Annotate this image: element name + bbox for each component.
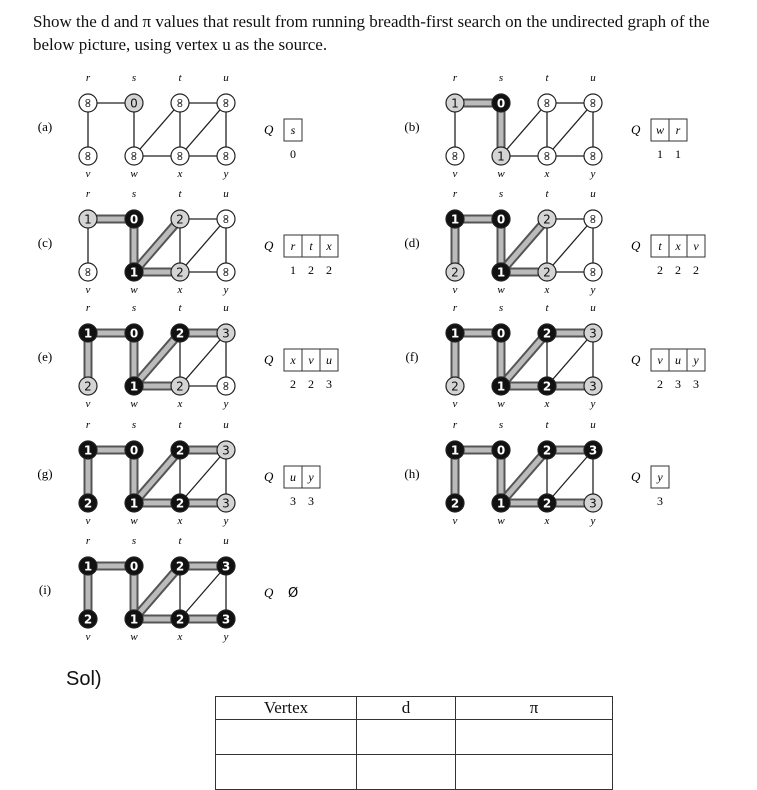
vertex-name: y xyxy=(223,168,229,180)
queue-vertex: x xyxy=(326,239,332,253)
vertex-name: s xyxy=(131,72,137,84)
vertex-value: ∞ xyxy=(539,150,554,162)
vertex-value: 1 xyxy=(496,265,506,280)
tree-edge-inner xyxy=(501,333,547,386)
vertex-name: u xyxy=(590,302,596,314)
graph-edge xyxy=(180,103,226,156)
vertex-name: t xyxy=(178,302,182,314)
vertex-value: 0 xyxy=(130,96,138,111)
vertex-value: 1 xyxy=(496,379,506,394)
queue-label: Q xyxy=(264,585,274,600)
graph-edge xyxy=(134,103,180,156)
vertex-value: ∞ xyxy=(218,380,233,392)
vertex-value: 2 xyxy=(84,379,92,394)
vertex-value: 1 xyxy=(451,96,459,111)
vertex-name: r xyxy=(452,419,458,431)
vertex-name: w xyxy=(497,168,505,180)
table-row xyxy=(216,755,613,790)
vertex-name: s xyxy=(131,419,137,431)
queue-vertex: u xyxy=(326,353,332,367)
vertex-value: 0 xyxy=(129,559,139,574)
vertex-value: ∞ xyxy=(218,213,233,225)
vertex-name: s xyxy=(498,188,504,200)
queue-label: Q xyxy=(631,238,641,253)
tree-edge-inner xyxy=(134,566,180,619)
queue-distance: 2 xyxy=(308,377,314,391)
vertex-name: x xyxy=(177,631,183,643)
table-cell[interactable] xyxy=(357,720,456,755)
vertex-name: y xyxy=(590,398,596,410)
table-cell[interactable] xyxy=(456,720,613,755)
vertex-name: r xyxy=(452,72,458,84)
vertex-value: 1 xyxy=(450,212,460,227)
vertex-value: 2 xyxy=(176,212,184,227)
vertex-name: s xyxy=(131,302,137,314)
panel-label: (e) xyxy=(37,349,53,364)
queue-label: Q xyxy=(264,469,274,484)
queue-vertex: v xyxy=(308,353,314,367)
vertex-value: 3 xyxy=(221,559,231,574)
vertex-name: u xyxy=(223,535,229,547)
queue-vertex: v xyxy=(693,239,699,253)
vertex-value: ∞ xyxy=(126,150,141,162)
vertex-value: 0 xyxy=(496,96,506,111)
vertex-name: w xyxy=(130,168,138,180)
vertex-name: t xyxy=(178,72,182,84)
table-cell[interactable] xyxy=(216,755,357,790)
queue-distance: 2 xyxy=(657,263,663,277)
vertex-value: 3 xyxy=(589,379,597,394)
queue-distance: 3 xyxy=(308,494,314,508)
panel-label: (f) xyxy=(405,349,419,364)
queue-distance: 3 xyxy=(693,377,699,391)
queue-vertex: y xyxy=(693,353,699,367)
queue-vertex: t xyxy=(658,239,662,253)
vertex-name: s xyxy=(498,72,504,84)
queue-vertex: v xyxy=(657,353,663,367)
queue-vertex: x xyxy=(675,239,681,253)
vertex-value: ∞ xyxy=(80,266,95,278)
graph-edge xyxy=(180,219,226,272)
answer-table-header xyxy=(216,697,613,720)
queue-distance: 3 xyxy=(675,377,681,391)
vertex-value: 0 xyxy=(129,212,139,227)
vertex-name: v xyxy=(85,515,91,527)
solution-label: Sol) xyxy=(66,668,102,690)
vertex-value: 2 xyxy=(542,379,552,394)
queue-distance: 3 xyxy=(326,377,332,391)
vertex-value: 1 xyxy=(497,149,505,164)
vertex-name: x xyxy=(177,515,183,527)
vertex-value: 3 xyxy=(222,326,230,341)
panel-label: (a) xyxy=(37,119,53,134)
vertex-name: v xyxy=(452,398,458,410)
bfs-panel xyxy=(38,72,302,180)
vertex-name: r xyxy=(85,72,91,84)
queue-distance: 1 xyxy=(657,147,663,161)
vertex-value: 2 xyxy=(176,379,184,394)
vertex-name: t xyxy=(545,302,549,314)
bfs-panel xyxy=(404,188,705,296)
vertex-name: s xyxy=(498,302,504,314)
graph-edge xyxy=(501,103,547,156)
vertex-name: y xyxy=(223,515,229,527)
vertex-name: x xyxy=(177,398,183,410)
vertex-name: u xyxy=(590,188,596,200)
vertex-value: ∞ xyxy=(218,266,233,278)
vertex-value: 2 xyxy=(175,443,185,458)
vertex-name: u xyxy=(223,419,229,431)
vertex-value: ∞ xyxy=(585,266,600,278)
vertex-value: 2 xyxy=(451,265,459,280)
vertex-name: u xyxy=(590,419,596,431)
panel-label: (i) xyxy=(38,582,52,597)
graph-edge xyxy=(547,450,593,503)
queue-distance: 1 xyxy=(290,263,296,277)
queue-label: Q xyxy=(631,122,641,137)
bfs-panel xyxy=(404,419,669,527)
vertex-name: t xyxy=(545,188,549,200)
table-cell[interactable] xyxy=(216,720,357,755)
graph-edge xyxy=(547,219,593,272)
queue-empty: Ø xyxy=(288,586,299,601)
queue-vertex: y xyxy=(308,470,314,484)
vertex-value: 3 xyxy=(589,496,597,511)
table-cell[interactable] xyxy=(357,755,456,790)
vertex-value: ∞ xyxy=(218,97,233,109)
vertex-value: 2 xyxy=(175,559,185,574)
vertex-name: r xyxy=(85,188,91,200)
vertex-value: 1 xyxy=(83,559,93,574)
graph-edge xyxy=(180,333,226,386)
queue-distance: 2 xyxy=(308,263,314,277)
vertex-name: u xyxy=(223,72,229,84)
panel-label: (c) xyxy=(37,235,53,250)
vertex-value: 3 xyxy=(221,612,231,627)
vertex-value: 1 xyxy=(83,326,93,341)
vertex-name: w xyxy=(130,284,138,296)
vertex-value: 2 xyxy=(83,612,93,627)
vertex-name: v xyxy=(452,168,458,180)
table-row xyxy=(216,720,613,755)
queue-label: Q xyxy=(264,238,274,253)
queue-vertex: w xyxy=(655,123,665,137)
vertex-name: y xyxy=(590,168,596,180)
vertex-name: t xyxy=(178,188,182,200)
vertex-name: r xyxy=(85,535,91,547)
vertex-name: v xyxy=(85,284,91,296)
vertex-name: x xyxy=(544,398,550,410)
panel-label: (b) xyxy=(404,119,420,134)
vertex-name: x xyxy=(177,168,183,180)
vertex-value: 1 xyxy=(450,443,460,458)
vertex-name: t xyxy=(545,419,549,431)
vertex-value: 2 xyxy=(175,496,185,511)
queue-distance: 0 xyxy=(290,147,296,161)
vertex-name: x xyxy=(544,515,550,527)
vertex-name: r xyxy=(452,188,458,200)
bfs-panel xyxy=(404,72,687,180)
vertex-name: r xyxy=(85,302,91,314)
vertex-value: 1 xyxy=(129,612,139,627)
vertex-value: 2 xyxy=(450,496,460,511)
vertex-name: x xyxy=(544,284,550,296)
vertex-value: ∞ xyxy=(585,213,600,225)
queue-label: Q xyxy=(264,352,274,367)
vertex-name: w xyxy=(497,515,505,527)
panel-label: (g) xyxy=(37,466,53,481)
vertex-value: ∞ xyxy=(172,97,187,109)
tree-edge-inner xyxy=(501,450,547,503)
queue-vertex: r xyxy=(290,239,296,253)
vertex-name: u xyxy=(223,188,229,200)
question-text: Show the d and π values that result from running breadth-first search on the undirected graph of the below picture, using vertex u as the source. xyxy=(33,12,710,54)
header-vertex: Vertex xyxy=(216,697,357,720)
vertex-value: 1 xyxy=(496,496,506,511)
vertex-name: v xyxy=(452,284,458,296)
tree-edge-inner xyxy=(501,219,547,272)
vertex-value: 2 xyxy=(175,612,185,627)
queue-label: Q xyxy=(631,352,641,367)
queue-distance: 3 xyxy=(657,494,663,508)
vertex-value: 2 xyxy=(83,496,93,511)
queue-distance: 2 xyxy=(290,377,296,391)
tree-edge-inner xyxy=(134,219,180,272)
vertex-value: 2 xyxy=(451,379,459,394)
vertex-value: 0 xyxy=(129,326,139,341)
vertex-name: x xyxy=(544,168,550,180)
vertex-name: t xyxy=(178,535,182,547)
vertex-value: 1 xyxy=(84,212,92,227)
tree-edge-inner xyxy=(134,450,180,503)
vertex-name: w xyxy=(130,398,138,410)
vertex-value: 2 xyxy=(176,265,184,280)
vertex-name: x xyxy=(177,284,183,296)
bfs-panel xyxy=(38,188,338,296)
header-pi: π xyxy=(456,697,613,720)
vertex-value: 0 xyxy=(129,443,139,458)
vertex-name: y xyxy=(223,398,229,410)
answer-table xyxy=(215,696,613,790)
vertex-value: 0 xyxy=(496,443,506,458)
vertex-name: w xyxy=(497,284,505,296)
queue-vertex: u xyxy=(290,470,296,484)
vertex-name: s xyxy=(498,419,504,431)
vertex-value: 1 xyxy=(129,496,139,511)
vertex-name: s xyxy=(131,535,137,547)
vertex-value: 1 xyxy=(450,326,460,341)
vertex-value: 3 xyxy=(589,326,597,341)
vertex-value: 2 xyxy=(543,265,551,280)
graph-edge xyxy=(547,333,593,386)
queue-distance: 1 xyxy=(675,147,681,161)
vertex-value: 2 xyxy=(543,212,551,227)
vertex-name: u xyxy=(223,302,229,314)
queue-vertex: t xyxy=(309,239,313,253)
vertex-name: v xyxy=(85,168,91,180)
queue-distance: 2 xyxy=(657,377,663,391)
vertex-name: s xyxy=(131,188,137,200)
bfs-panel xyxy=(38,302,338,410)
queue-distance: 2 xyxy=(693,263,699,277)
vertex-name: u xyxy=(590,72,596,84)
panel-label: (d) xyxy=(404,235,420,250)
vertex-value: ∞ xyxy=(80,150,95,162)
vertex-value: 0 xyxy=(496,212,506,227)
vertex-value: ∞ xyxy=(447,150,462,162)
vertex-value: 3 xyxy=(222,496,230,511)
vertex-name: y xyxy=(223,631,229,643)
vertex-name: y xyxy=(223,284,229,296)
bfs-panel xyxy=(37,419,320,527)
vertex-value: 1 xyxy=(129,265,139,280)
vertex-value: 3 xyxy=(222,443,230,458)
graph-edge xyxy=(180,566,226,619)
vertex-name: w xyxy=(497,398,505,410)
vertex-value: 0 xyxy=(496,326,506,341)
vertex-name: v xyxy=(85,631,91,643)
queue-vertex: y xyxy=(657,470,663,484)
vertex-value: 2 xyxy=(175,326,185,341)
vertex-value: ∞ xyxy=(172,150,187,162)
vertex-name: w xyxy=(130,515,138,527)
queue-distance: 2 xyxy=(326,263,332,277)
queue-distance: 2 xyxy=(675,263,681,277)
vertex-value: ∞ xyxy=(585,97,600,109)
table-cell[interactable] xyxy=(456,755,613,790)
vertex-value: 2 xyxy=(542,496,552,511)
queue-label: Q xyxy=(264,122,274,137)
vertex-value: ∞ xyxy=(218,150,233,162)
vertex-value: ∞ xyxy=(539,97,554,109)
vertex-name: y xyxy=(590,515,596,527)
vertex-value: 3 xyxy=(588,443,598,458)
header-d: d xyxy=(357,697,456,720)
tree-edge-inner xyxy=(134,333,180,386)
vertex-name: v xyxy=(85,398,91,410)
vertex-value: 2 xyxy=(542,443,552,458)
vertex-name: r xyxy=(452,302,458,314)
queue-vertex: s xyxy=(290,123,296,137)
bfs-panel xyxy=(406,302,706,410)
queue-vertex: u xyxy=(675,353,681,367)
graph-edge xyxy=(547,103,593,156)
vertex-value: 1 xyxy=(83,443,93,458)
vertex-name: t xyxy=(178,419,182,431)
vertex-name: t xyxy=(545,72,549,84)
queue-vertex: r xyxy=(675,123,681,137)
vertex-value: 1 xyxy=(129,379,139,394)
queue-label: Q xyxy=(631,469,641,484)
vertex-name: w xyxy=(130,631,138,643)
bfs-panel xyxy=(39,535,298,643)
queue-vertex: x xyxy=(290,353,296,367)
vertex-name: r xyxy=(85,419,91,431)
panel-label: (h) xyxy=(404,466,420,481)
vertex-name: y xyxy=(590,284,596,296)
vertex-value: 2 xyxy=(542,326,552,341)
vertex-value: ∞ xyxy=(585,150,600,162)
queue-distance: 3 xyxy=(290,494,296,508)
graph-edge xyxy=(180,450,226,503)
vertex-name: v xyxy=(452,515,458,527)
vertex-value: ∞ xyxy=(80,97,95,109)
